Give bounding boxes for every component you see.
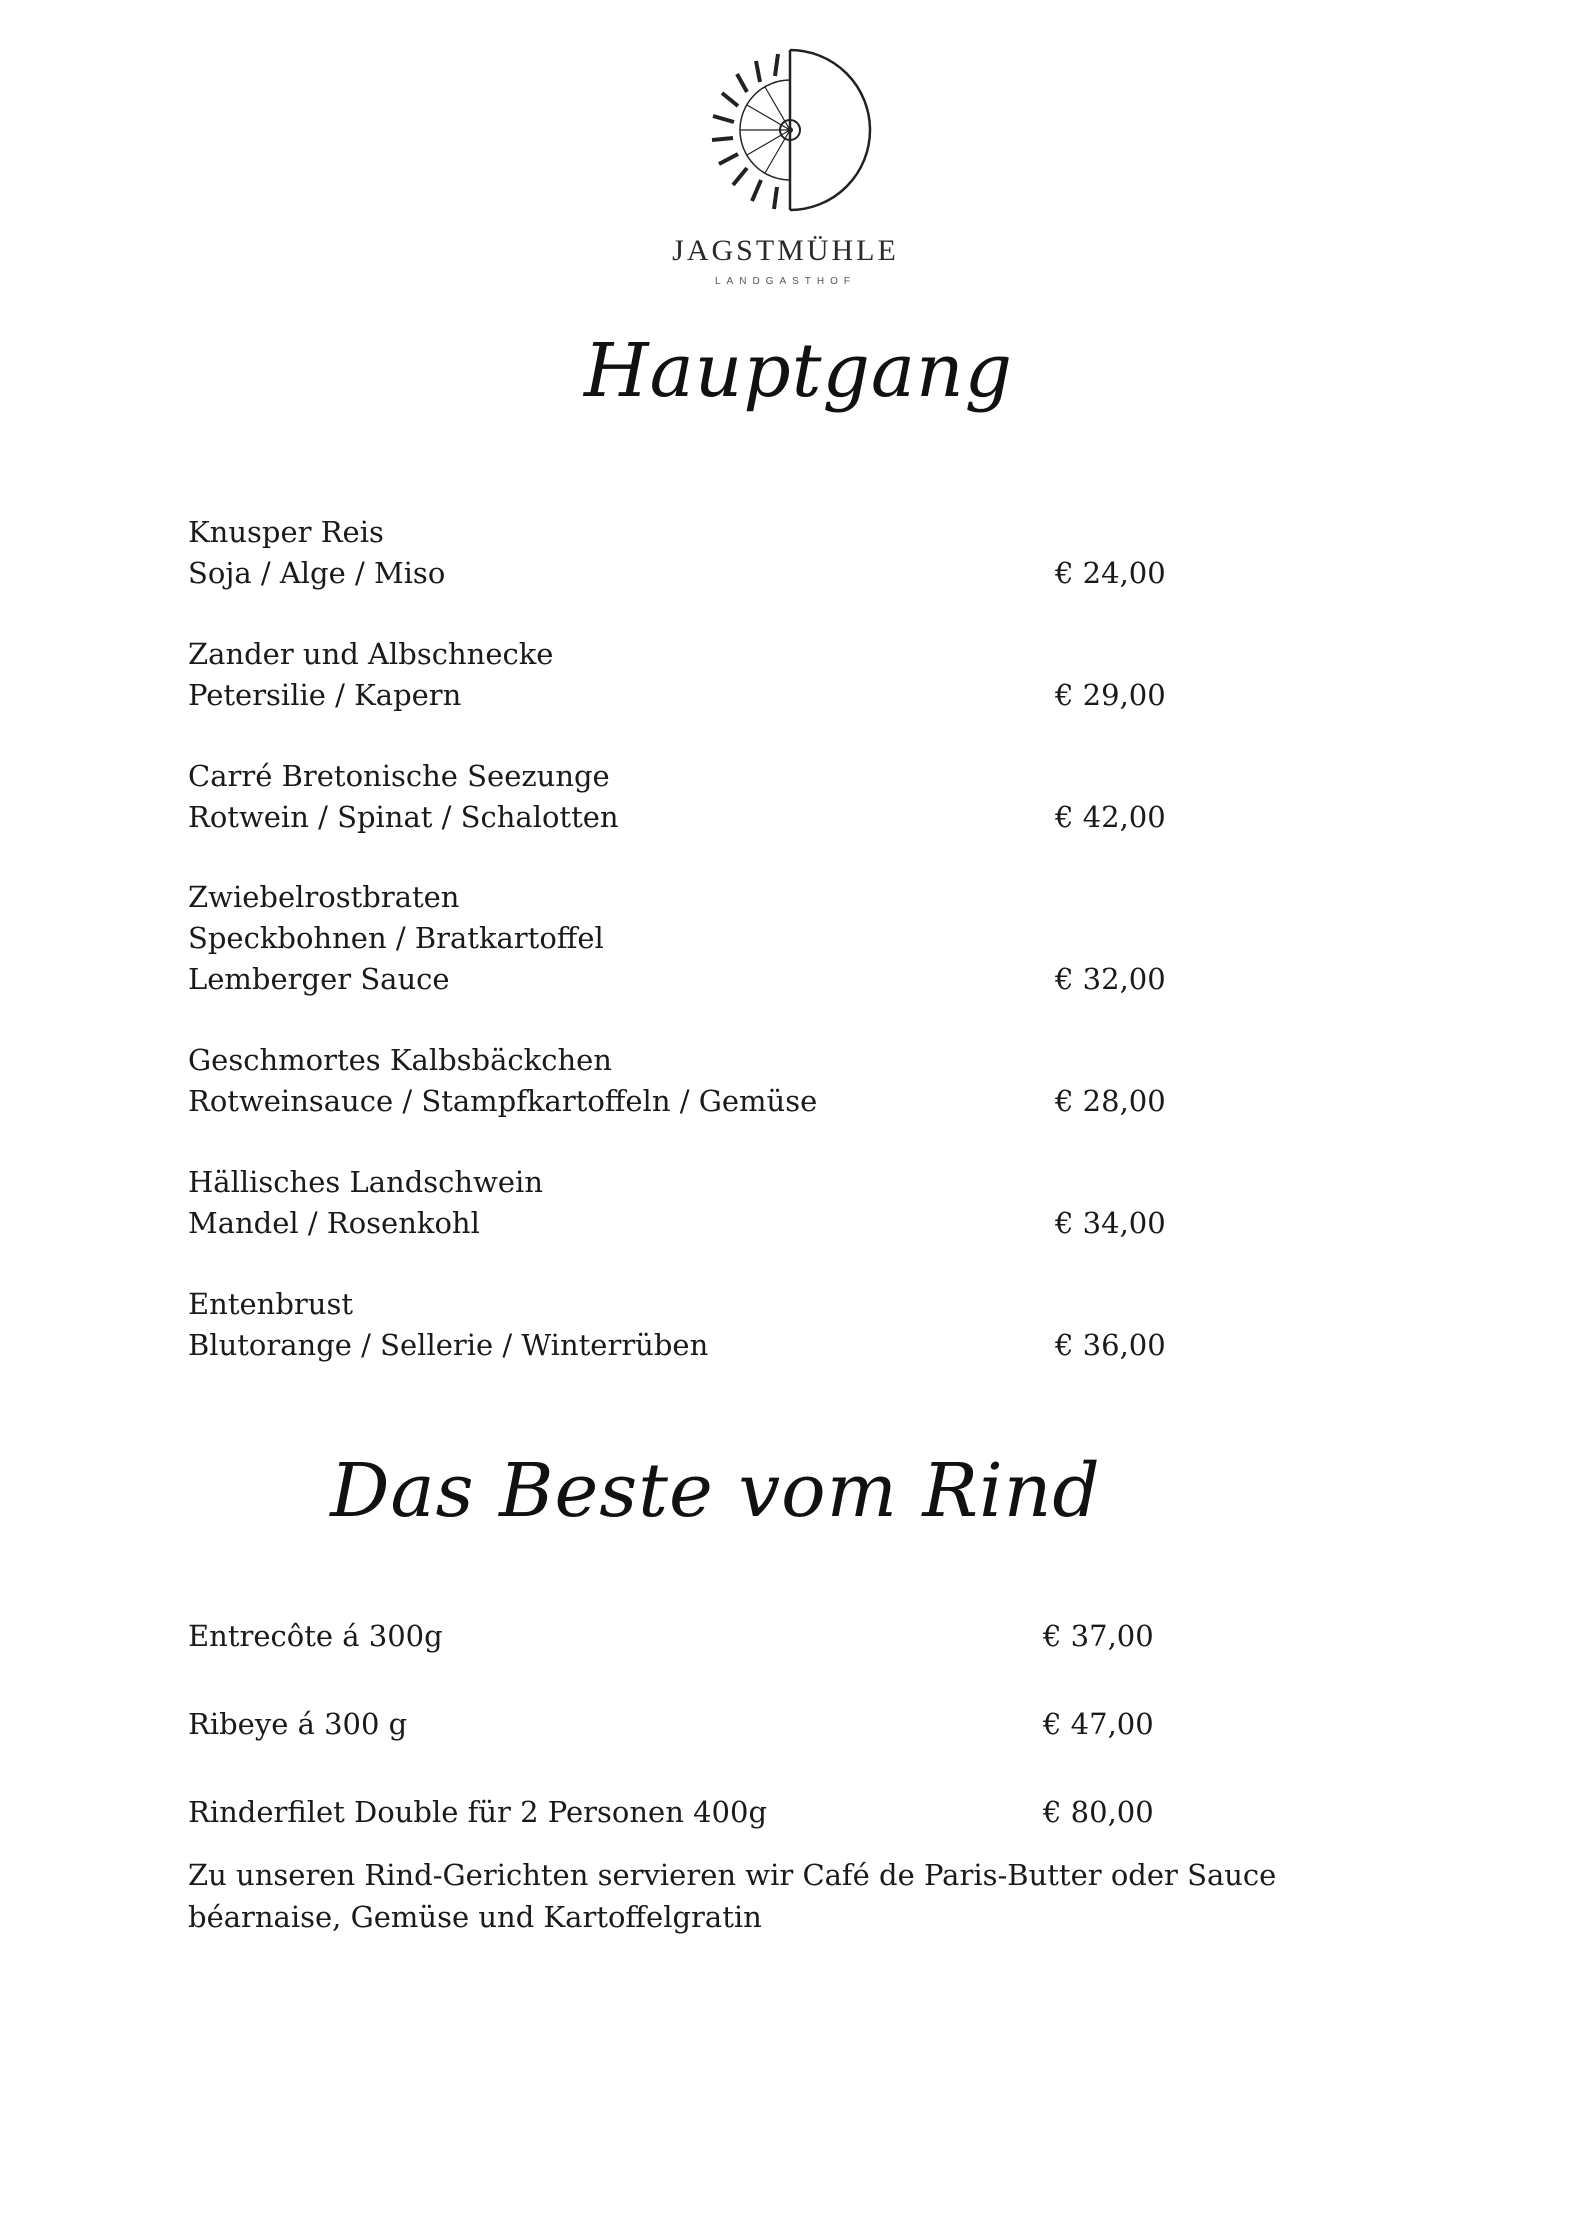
dish-description: Mandel / Rosenkohl xyxy=(188,1206,480,1240)
dish-price: € 24,00 xyxy=(1055,556,1166,590)
dish-description: Rotweinsauce / Stampfkartoffeln / Gemüse xyxy=(188,1084,818,1118)
dish-description: Soja / Alge / Miso xyxy=(188,556,446,590)
dish-price: € 34,00 xyxy=(1055,1206,1166,1240)
dish-name: Entenbrust xyxy=(188,1287,353,1321)
dish-name: Zwiebelrostbraten xyxy=(188,880,460,914)
brand-subtitle: LANDGASTHOF xyxy=(714,276,856,287)
dish-description: Speckbohnen / Bratkartoffel xyxy=(188,921,604,955)
beef-dish-name: Ribeye á 300 g xyxy=(188,1707,408,1741)
dish-name: Hällisches Landschwein xyxy=(188,1165,543,1199)
section-title-beef: Das Beste vom Rind xyxy=(330,1448,1101,1534)
dish-name: Knusper Reis xyxy=(188,515,384,549)
dish-name: Zander und Albschnecke xyxy=(188,637,554,671)
beef-dish-name: Entrecôte á 300g xyxy=(188,1619,443,1653)
dish-name: Geschmortes Kalbsbäckchen xyxy=(188,1043,612,1077)
beef-dish-price: € 80,00 xyxy=(1043,1795,1154,1829)
beef-dish-price: € 47,00 xyxy=(1043,1707,1154,1741)
dish-price: € 29,00 xyxy=(1055,678,1166,712)
dish-price: € 36,00 xyxy=(1055,1328,1166,1362)
mill-wheel-icon xyxy=(700,40,880,220)
beef-dish-name: Rinderfilet Double für 2 Personen 400g xyxy=(188,1795,768,1829)
dish-price: € 28,00 xyxy=(1055,1084,1166,1118)
dish-description: Blutorange / Sellerie / Winterrüben xyxy=(188,1328,709,1362)
dish-description: Rotwein / Spinat / Schalotten xyxy=(188,800,619,834)
brand-name: JAGSTMÜHLE xyxy=(672,234,899,267)
section-title-main: Hauptgang xyxy=(584,328,1013,414)
dish-price: € 42,00 xyxy=(1055,800,1166,834)
dish-name: Carré Bretonische Seezunge xyxy=(188,759,610,793)
beef-side-note: Zu unseren Rind-Gerichten servieren wir Café de Paris-Butter oder Sauce béarnaise, Gemüse und Kartoffelgratin xyxy=(188,1858,1277,1934)
beef-dish-price: € 37,00 xyxy=(1043,1619,1154,1653)
dish-description: Petersilie / Kapern xyxy=(188,678,462,712)
dish-price: € 32,00 xyxy=(1055,962,1166,996)
dish-description: Lemberger Sauce xyxy=(188,962,450,996)
